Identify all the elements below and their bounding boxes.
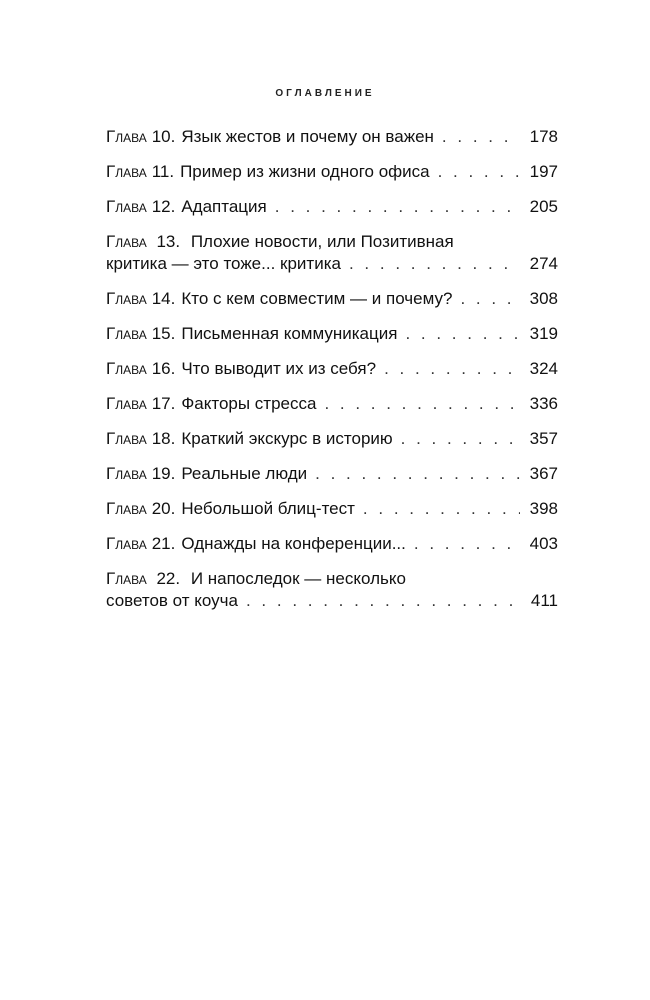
- toc-entry[interactable]: [106, 498, 558, 520]
- page-number: 178: [529, 127, 558, 146]
- toc-entry[interactable]: [106, 463, 558, 485]
- page-number: 308: [529, 289, 558, 308]
- chapter-title: критика — это тоже... критика: [106, 254, 341, 273]
- toc-entry[interactable]: [106, 126, 558, 148]
- chapter-prefix: Глава: [106, 324, 147, 343]
- chapter-number: 12.: [151, 197, 176, 216]
- chapter-prefix: Глава: [106, 359, 147, 378]
- toc-entry[interactable]: [106, 196, 558, 218]
- chapter-title: Адаптация: [181, 197, 267, 216]
- chapter-prefix: Глава: [106, 569, 147, 588]
- toc-entry[interactable]: [106, 323, 558, 345]
- page-number: 336: [529, 394, 558, 413]
- leader-dots: [438, 161, 520, 183]
- toc-entry[interactable]: [106, 568, 558, 612]
- leader-dots: [363, 498, 520, 520]
- chapter-title: Краткий экскурс в историю: [181, 429, 393, 448]
- chapter-number: 11.: [151, 162, 175, 181]
- page-number: 274: [529, 254, 558, 273]
- page-number: 319: [529, 324, 558, 343]
- page-number: 403: [529, 534, 558, 553]
- chapter-prefix: Глава: [106, 289, 147, 308]
- chapter-prefix: Глава: [106, 534, 147, 553]
- chapter-prefix: Глава: [106, 232, 147, 251]
- page-number: 367: [529, 464, 558, 483]
- chapter-prefix: Глава: [106, 127, 147, 146]
- chapter-title: советов от коуча: [106, 591, 238, 610]
- leader-dots: [442, 126, 520, 148]
- chapter-number: 22.: [156, 569, 181, 588]
- chapter-number: 19.: [151, 464, 176, 483]
- leader-dots: [315, 463, 520, 485]
- chapter-prefix: Глава: [106, 162, 147, 181]
- chapter-title: Кто с кем совместим — и почему?: [181, 289, 453, 308]
- leader-dots: [324, 393, 520, 415]
- chapter-number: 21.: [151, 534, 176, 553]
- page-number: 357: [529, 429, 558, 448]
- page-number: 411: [530, 591, 558, 610]
- chapter-title: Реальные люди: [181, 464, 308, 483]
- chapter-title: Язык жестов и почему он важен: [181, 127, 434, 146]
- toc-entry[interactable]: [106, 393, 558, 415]
- chapter-title-line1: И напоследок — несколько: [190, 569, 406, 588]
- chapter-prefix: Глава: [106, 197, 147, 216]
- chapter-number: 10.: [151, 127, 176, 146]
- chapter-title: Факторы стресса: [181, 394, 317, 413]
- chapter-title: Что выводит их из себя?: [181, 359, 377, 378]
- leader-dots: [405, 323, 520, 345]
- leader-dots: [401, 428, 520, 450]
- chapter-title: Письменная коммуникация: [181, 324, 398, 343]
- toc-entry[interactable]: [106, 358, 558, 380]
- chapter-prefix: Глава: [106, 499, 147, 518]
- chapter-title: Небольшой блиц-тест: [181, 499, 355, 518]
- chapter-title-line1: Плохие новости, или Позитивная: [190, 232, 454, 251]
- chapter-number: 14.: [151, 289, 176, 308]
- toc-entry[interactable]: [106, 533, 558, 555]
- toc-entry[interactable]: [106, 288, 558, 310]
- chapter-prefix: Глава: [106, 429, 147, 448]
- page-number: 398: [529, 499, 558, 518]
- chapter-prefix: Глава: [106, 464, 147, 483]
- page-number: 324: [529, 359, 558, 378]
- page-number: 197: [529, 162, 558, 181]
- chapter-title: Пример из жизни одного офиса: [180, 162, 430, 181]
- toc-entry[interactable]: [106, 428, 558, 450]
- leader-dots: [275, 196, 520, 218]
- chapter-prefix: Глава: [106, 394, 147, 413]
- chapter-number: 20.: [151, 499, 176, 518]
- toc-heading: ОГЛАВЛЕНИЕ: [275, 88, 375, 99]
- leader-dots: [349, 253, 520, 275]
- toc-entry[interactable]: [106, 231, 558, 275]
- leader-dots: [246, 590, 520, 612]
- table-of-contents: [106, 126, 558, 625]
- chapter-number: 18.: [151, 429, 176, 448]
- chapter-title: Однажды на конференции...: [181, 534, 406, 553]
- chapter-number: 13.: [156, 232, 181, 251]
- leader-dots: [460, 288, 520, 310]
- chapter-number: 17.: [151, 394, 176, 413]
- chapter-number: 15.: [151, 324, 176, 343]
- toc-entry[interactable]: [106, 161, 558, 183]
- chapter-number: 16.: [151, 359, 176, 378]
- leader-dots: [414, 533, 520, 555]
- leader-dots: [384, 358, 520, 380]
- page-number: 205: [529, 197, 558, 216]
